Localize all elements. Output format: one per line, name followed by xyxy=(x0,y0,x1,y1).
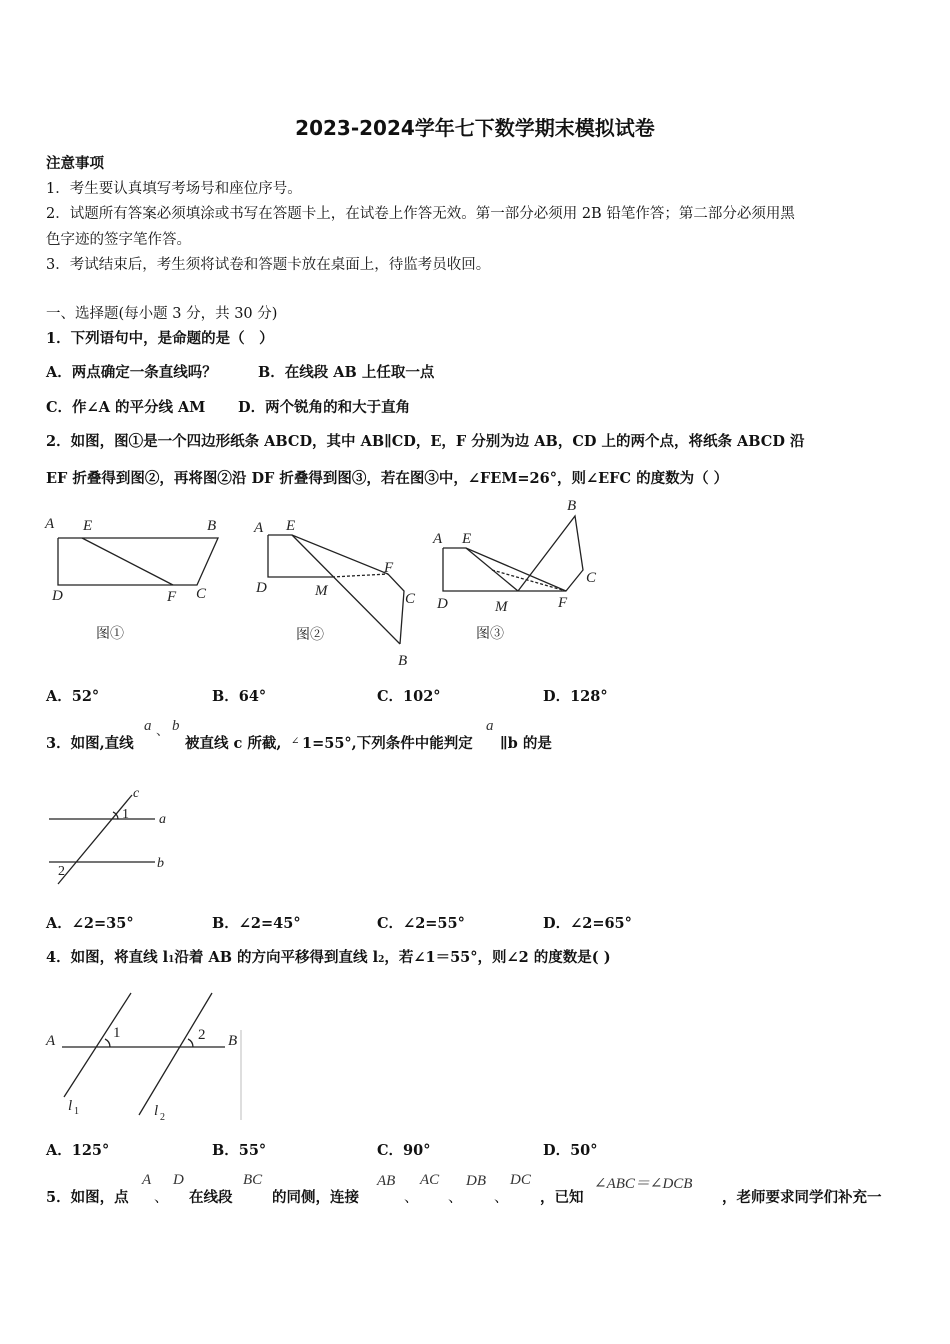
q2-option-b: B．64° xyxy=(212,688,267,705)
notice-item: 3．考试结束后，考生须将试卷和答题卡放在桌面上，待监考员收回。 xyxy=(46,257,491,273)
fig2-label-b: B xyxy=(398,653,408,669)
q3-label-c: c xyxy=(133,786,140,801)
fig3-label-b: B xyxy=(567,498,577,514)
q5-segment-bc: BC xyxy=(243,1172,263,1188)
q4-label-1: 1 xyxy=(113,1025,121,1041)
q5-stem-part5: ，老师要求同学们补充一 xyxy=(722,1189,882,1206)
q4-angle1-arc xyxy=(105,1039,110,1047)
fig3-label-m: M xyxy=(495,599,508,615)
q4-line-l2 xyxy=(139,993,212,1115)
fig3-caption: 图③ xyxy=(476,627,504,642)
q3-var-a: a xyxy=(144,718,152,734)
fig1-label-a: A xyxy=(45,516,55,532)
q4-stem-part3: ，若∠1＝55°，则∠2 的度数是( ) xyxy=(384,949,611,966)
q4-option-c: C．90° xyxy=(377,1142,431,1159)
q3-var-b: b xyxy=(172,718,180,734)
q3-label-2: 2 xyxy=(58,864,65,879)
notice-item: 1．考生要认真填写考场号和座位序号。 xyxy=(46,181,302,197)
q4-label-l1-sub: 1 xyxy=(74,1106,79,1117)
q3-label-b: b xyxy=(157,856,164,871)
q1-option-a: A．两点确定一条直线吗？ xyxy=(46,364,217,381)
q3-option-a: A．∠2=35° xyxy=(46,915,134,932)
q4-label-b: B xyxy=(228,1033,238,1049)
q5-stem-part2: 在线段 xyxy=(189,1189,233,1206)
q4-option-a: A．125° xyxy=(46,1142,110,1159)
page-title: 2023-2024学年七下数学期末模拟试卷 xyxy=(295,116,655,140)
q5-sep4: 、 xyxy=(494,1190,509,1206)
fig2-label-f: F xyxy=(384,560,394,576)
fig1-label-f: F xyxy=(167,589,177,605)
fig1-caption: 图① xyxy=(96,627,124,642)
fig1-label-b: B xyxy=(207,518,217,534)
fig1-label-d: D xyxy=(52,588,63,604)
notice-item: 色字迹的签字笔作答。 xyxy=(46,232,191,248)
fig1-label-e: E xyxy=(83,518,93,534)
q2-stem-line1: 2．如图，图①是一个四边形纸条 ABCD，其中 AB∥CD，E，F 分别为边 AB，CD 上的两个点，将纸条 ABCD 沿 xyxy=(46,433,805,450)
q4-label-l2-sub: 2 xyxy=(160,1112,165,1123)
q5-point-a: A xyxy=(142,1172,152,1188)
q4-label-a: A xyxy=(46,1033,56,1049)
q1-option-d: D．两个锐角的和大于直角 xyxy=(238,399,411,416)
fig3-label-d: D xyxy=(437,596,448,612)
q1-stem: 1．下列语句中，是命题的是（ ） xyxy=(46,330,274,347)
fig2-label-a: A xyxy=(254,520,264,536)
q3-label-1: 1 xyxy=(122,807,129,822)
fig3-label-e: E xyxy=(462,531,472,547)
q3-option-c: C．∠2=55° xyxy=(377,915,465,932)
q4-stem-part1: 4．如图，将直线 l xyxy=(46,949,169,966)
q4-angle2-arc xyxy=(188,1039,193,1047)
q4-subscript-2: 2 xyxy=(378,955,385,965)
q5-sep1: 、 xyxy=(154,1190,169,1206)
q4-stem-part2: 沿着 AB 的方向平移得到直线 l xyxy=(174,949,379,966)
q3-stem-part3: 1=55°,下列条件中能判定 xyxy=(302,735,473,752)
fig2-label-m: M xyxy=(315,583,328,599)
q3-stem-part4: ∥b 的是 xyxy=(500,735,552,752)
fig2-label-e: E xyxy=(286,518,296,534)
q3-option-d: D．∠2=65° xyxy=(543,915,632,932)
q4-subscript-1: 1 xyxy=(168,955,175,965)
q4-label-l1: l xyxy=(68,1098,73,1114)
fig2-caption: 图② xyxy=(296,628,324,643)
q3-label-a: a xyxy=(159,812,166,827)
q5-sep3: 、 xyxy=(448,1190,463,1206)
q1-option-b: B．在线段 AB 上任取一点 xyxy=(258,364,435,381)
q4-option-b: B．55° xyxy=(212,1142,267,1159)
fig3-label-c: C xyxy=(586,570,597,586)
q5-stem-part4: ，已知 xyxy=(540,1189,584,1206)
q5-condition: ∠ABC＝∠DCB xyxy=(594,1176,693,1192)
q5-stem-part3: 的同侧，连接 xyxy=(272,1189,359,1206)
q2-stem-line2: EF 折叠得到图②，再将图②沿 DF 折叠得到图③，若在图③中，∠FEM=26°，则∠EFC 的度数为（ ） xyxy=(46,470,729,487)
q5-segment-db: DB xyxy=(466,1173,486,1189)
q2-option-a: A．52° xyxy=(46,688,100,705)
q3-stem-part1: 3．如图,直线 xyxy=(46,735,134,752)
q5-segment-ac: AC xyxy=(420,1172,440,1188)
notice-heading: 注意事项 xyxy=(46,155,104,172)
q5-point-d: D xyxy=(173,1172,184,1188)
q2-option-c: C．102° xyxy=(377,688,441,705)
q4-line-l1 xyxy=(64,993,131,1097)
q1-option-c: C．作∠A 的平分线 AM xyxy=(46,399,206,416)
fig3-label-a: A xyxy=(433,531,443,547)
fig2-label-d: D xyxy=(256,580,267,596)
section-heading: 一、选择题(每小题 3 分，共 30 分) xyxy=(46,306,278,322)
q4-label-l2: l xyxy=(154,1103,159,1119)
q3-option-b: B．∠2=45° xyxy=(212,915,301,932)
q5-segment-ab: AB xyxy=(377,1173,396,1189)
q5-stem-part1: 5．如图，点 xyxy=(46,1189,129,1206)
q3-var-a2: a xyxy=(486,718,494,734)
q4-label-2: 2 xyxy=(198,1027,206,1043)
q3-separator: 、 xyxy=(156,724,170,739)
fig2-label-c: C xyxy=(405,591,416,607)
q3-angle-symbol: ∠ xyxy=(291,736,300,747)
q3-stem-part2: 被直线 c 所截, xyxy=(185,735,282,752)
q5-sep2: 、 xyxy=(404,1190,419,1206)
notice-item: 2．试题所有答案必须填涂或书写在答题卡上，在试卷上作答无效。第一部分必须用 2B 铅笔作答；第二部分必须用黑 xyxy=(46,206,795,222)
q4-option-d: D．50° xyxy=(543,1142,598,1159)
q2-option-d: D．128° xyxy=(543,688,608,705)
q5-segment-dc: DC xyxy=(510,1172,531,1188)
fig3-label-f: F xyxy=(558,595,568,611)
fig1-label-c: C xyxy=(196,586,207,602)
